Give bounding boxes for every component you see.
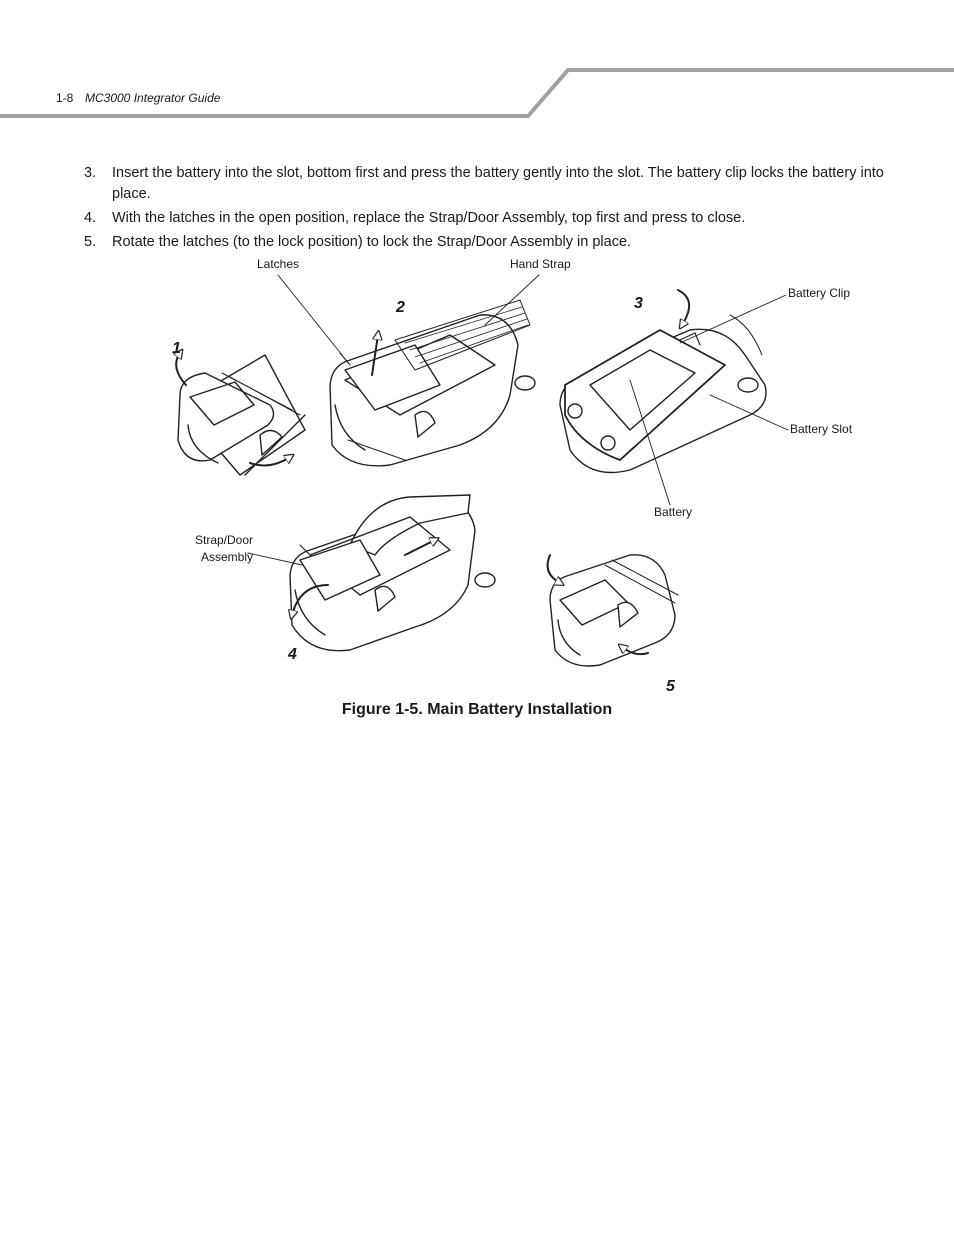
page-number: 1-8 [56, 91, 74, 105]
figure-caption: Figure 1-5. Main Battery Installation [341, 701, 613, 718]
step-marker-3: 3 [634, 295, 643, 312]
step-5 [84, 232, 884, 253]
panel-3-device [560, 315, 766, 473]
instruction-steps [84, 163, 884, 256]
step-marker-2: 2 [396, 299, 405, 316]
step-3 [84, 163, 884, 205]
callout-battery-clip: Battery Clip [788, 286, 851, 300]
callout-battery: Battery [654, 505, 693, 519]
step-text: With the latches in the open position, replace the Strap/Door Assembly, top first and press to close. [112, 210, 746, 226]
callout-latches: Latches [257, 257, 300, 271]
step-marker-5: 5 [666, 678, 675, 695]
step-marker-1: 1 [172, 340, 181, 357]
step-4 [84, 208, 884, 229]
step-number: 5. [84, 234, 97, 250]
panel-2-device [330, 300, 535, 466]
callout-battery-slot: Battery Slot [790, 422, 853, 436]
battery-installation-figure [150, 255, 870, 705]
step-text: Insert the battery into the slot, bottom first and press the battery gently into the slot. The battery clip locks the battery into place. [112, 165, 884, 202]
header-rule [0, 0, 954, 130]
step-text: Rotate the latches (to the lock position) to lock the Strap/Door Assembly in place. [112, 234, 632, 250]
callout-hand-strap: Hand Strap [510, 257, 571, 271]
panel-5-device [550, 555, 678, 666]
callout-strap-door-assembly [193, 532, 253, 566]
figure-illustration [150, 255, 870, 705]
panel-4-device [290, 495, 495, 651]
step-marker-4: 4 [288, 646, 297, 663]
panel-3-arrow [678, 290, 689, 325]
guide-title: MC3000 Integrator Guide [85, 91, 221, 105]
step-number: 3. [84, 165, 97, 181]
callout-strap-door-line1: Strap/Door [194, 533, 254, 547]
panel-1-device [178, 355, 305, 475]
step-number: 4. [84, 210, 97, 226]
callout-strap-door-line2: Assembly [201, 550, 254, 564]
